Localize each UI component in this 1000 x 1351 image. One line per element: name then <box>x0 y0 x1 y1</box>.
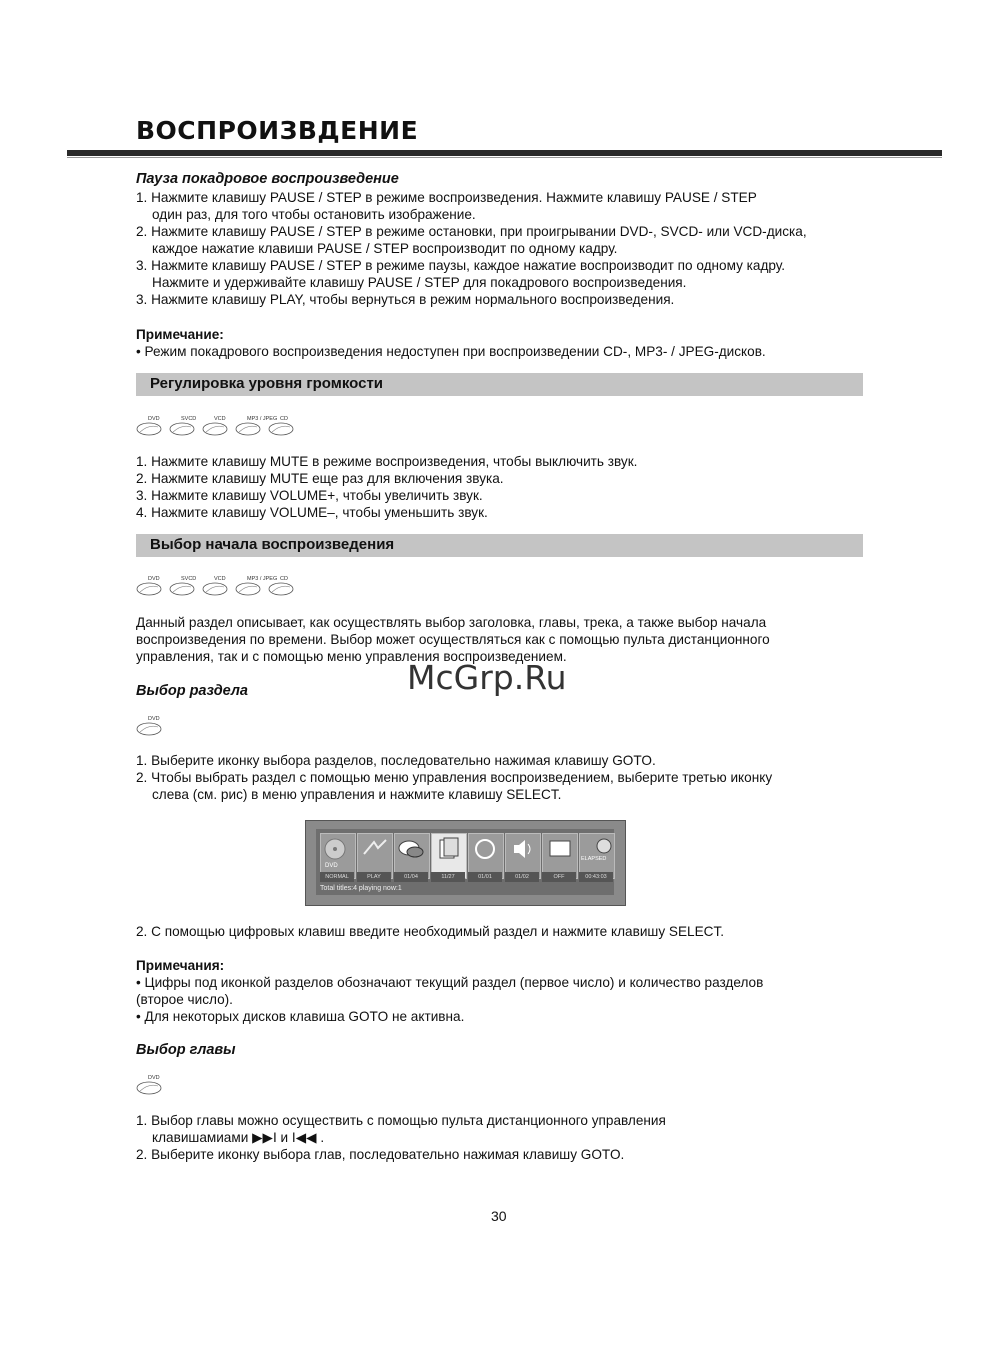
text-line: клавишамиами ▶▶I и I◀◀ . <box>152 1130 325 1145</box>
osd-status-footer: Total titles:4 playing now:1 <box>320 885 402 892</box>
osd-value: OFF <box>542 872 576 882</box>
section-heading-chapter-select: Выбор главы <box>136 1042 236 1058</box>
section-heading-frame-step: Пауза покадровое воспроизведение <box>136 171 399 187</box>
note-label: Примечание: <box>136 327 224 342</box>
section4-text <box>136 752 772 803</box>
text-line: один раз, для того чтобы остановить изображение. <box>152 207 476 222</box>
text-line: 3. Нажмите клавишу VOLUME+, чтобы увеличить звук. <box>136 488 483 503</box>
notes-label: Примечания: <box>136 958 225 973</box>
section1-text <box>136 189 807 308</box>
section-bar-title: Выбор начала воспроизведения <box>150 536 395 553</box>
disc-type-icons <box>136 716 162 738</box>
text-line: управления, так и с помощью меню управления воспроизведением. <box>136 649 567 664</box>
text-line: Нажмите и удерживайте клавишу PAUSE / STEP для покадрового воспроизведения. <box>152 275 687 290</box>
text-line: 3. Нажмите клавишу PLAY, чтобы вернуться в режим нормального воспроизведения. <box>136 292 675 307</box>
text-line: 2. Выберите иконку выбора глав, последовательно нажимая клавишу GOTO. <box>136 1147 625 1162</box>
disc-dvd-icon: DVD <box>136 576 162 598</box>
title-rule <box>67 150 942 156</box>
disc-cd-icon: CD <box>268 576 294 598</box>
title-rule-thin <box>67 157 942 158</box>
disc-type-icons <box>136 576 294 598</box>
page-number: 30 <box>491 1208 507 1224</box>
text-line: 1. Нажмите клавишу PAUSE / STEP в режиме воспроизведения. Нажмите клавишу PAUSE / STEP <box>136 190 757 205</box>
text-line: слева (см. рис) в меню управления и нажмите клавишу SELECT. <box>152 787 562 802</box>
osd-panel <box>316 829 614 895</box>
osd-menu-screenshot <box>305 820 626 906</box>
disc-dvd-icon: DVD <box>136 716 162 738</box>
osd-value: 01/01 <box>468 872 502 882</box>
section-bar-start-selection <box>136 534 863 557</box>
text-line: воспроизведения по времени. Выбор может осуществляться как с помощью пульта дистанционного <box>136 632 770 647</box>
disc-mp3-jpeg-icon: MP3 / JPEG <box>235 416 261 438</box>
section-heading-title-select: Выбор раздела <box>136 683 248 699</box>
disc-type-icons <box>136 1075 162 1097</box>
disc-svcd-icon: SVCD <box>169 576 195 598</box>
text-line: 1. Нажмите клавишу MUTE в режиме воспроизведения, чтобы выключить звук. <box>136 454 638 469</box>
osd-dvd-icon: DVD <box>320 833 356 879</box>
text-line: • Цифры под иконкой разделов обозначают текущий раздел (первое число) и количество разделов <box>136 975 764 990</box>
section2-text <box>136 453 637 521</box>
osd-elapsed-icon: ELAPSED <box>579 833 615 879</box>
step-after-osd: 2. С помощью цифровых клавиш введите необходимый раздел и нажмите клавишу SELECT. <box>136 924 725 939</box>
text-line: 2. Нажмите клавишу MUTE еще раз для включения звука. <box>136 471 504 486</box>
text-line: каждое нажатие клавиши PAUSE / STEP воспроизводит по одному кадру. <box>152 241 618 256</box>
text-line: 1. Выбор главы можно осуществить с помощью пульта дистанционного управления <box>136 1113 666 1128</box>
disc-dvd-icon: DVD <box>136 1075 162 1097</box>
section-bar-volume <box>136 373 863 396</box>
osd-value: 01/02 <box>505 872 539 882</box>
text-line: 2. Чтобы выбрать раздел с помощью меню управления воспроизведением, выберите третью иконку <box>136 770 773 785</box>
osd-value: PLAY <box>357 872 391 882</box>
disc-mp3-jpeg-icon: MP3 / JPEG <box>235 576 261 598</box>
section4-notes <box>136 974 763 1025</box>
osd-value: 00:43:03 <box>579 872 613 882</box>
text-line: 3. Нажмите клавишу PAUSE / STEP в режиме паузы, каждое нажатие воспроизводит по одному кадру. <box>136 258 786 273</box>
section-bar-title: Регулировка уровня громкости <box>150 375 384 392</box>
osd-value: NORMAL <box>320 872 354 882</box>
page-title: ВОСПРОИЗВДЕНИЕ <box>136 116 419 145</box>
text-line: 1. Выберите иконку выбора разделов, последовательно нажимая клавишу GOTO. <box>136 753 656 768</box>
text-line: 2. Нажмите клавишу PAUSE / STEP в режиме остановки, при проигрывании DVD-, SVCD- или VCD-диска, <box>136 224 807 239</box>
disc-dvd-icon: DVD <box>136 416 162 438</box>
section5-text <box>136 1112 666 1163</box>
osd-value: 11/27 <box>431 872 465 882</box>
text-line: (второе число). <box>136 992 233 1007</box>
text-line: 4. Нажмите клавишу VOLUME–, чтобы уменьшить звук. <box>136 505 488 520</box>
disc-svcd-icon: SVCD <box>169 416 195 438</box>
disc-vcd-icon: VCD <box>202 416 228 438</box>
osd-value: 01/04 <box>394 872 428 882</box>
watermark: McGrp.Ru <box>407 658 567 697</box>
text-line: • Для некоторых дисков клавиша GOTO не активна. <box>136 1009 465 1024</box>
disc-cd-icon: CD <box>268 416 294 438</box>
disc-type-icons <box>136 416 294 438</box>
note-text: • Режим покадрового воспроизведения недоступен при воспроизведении CD-, MP3- / JPEG-дисков. <box>136 344 766 359</box>
disc-vcd-icon: VCD <box>202 576 228 598</box>
text-line: Данный раздел описывает, как осуществлять выбор заголовка, главы, трека, а также выбор начала <box>136 615 767 630</box>
